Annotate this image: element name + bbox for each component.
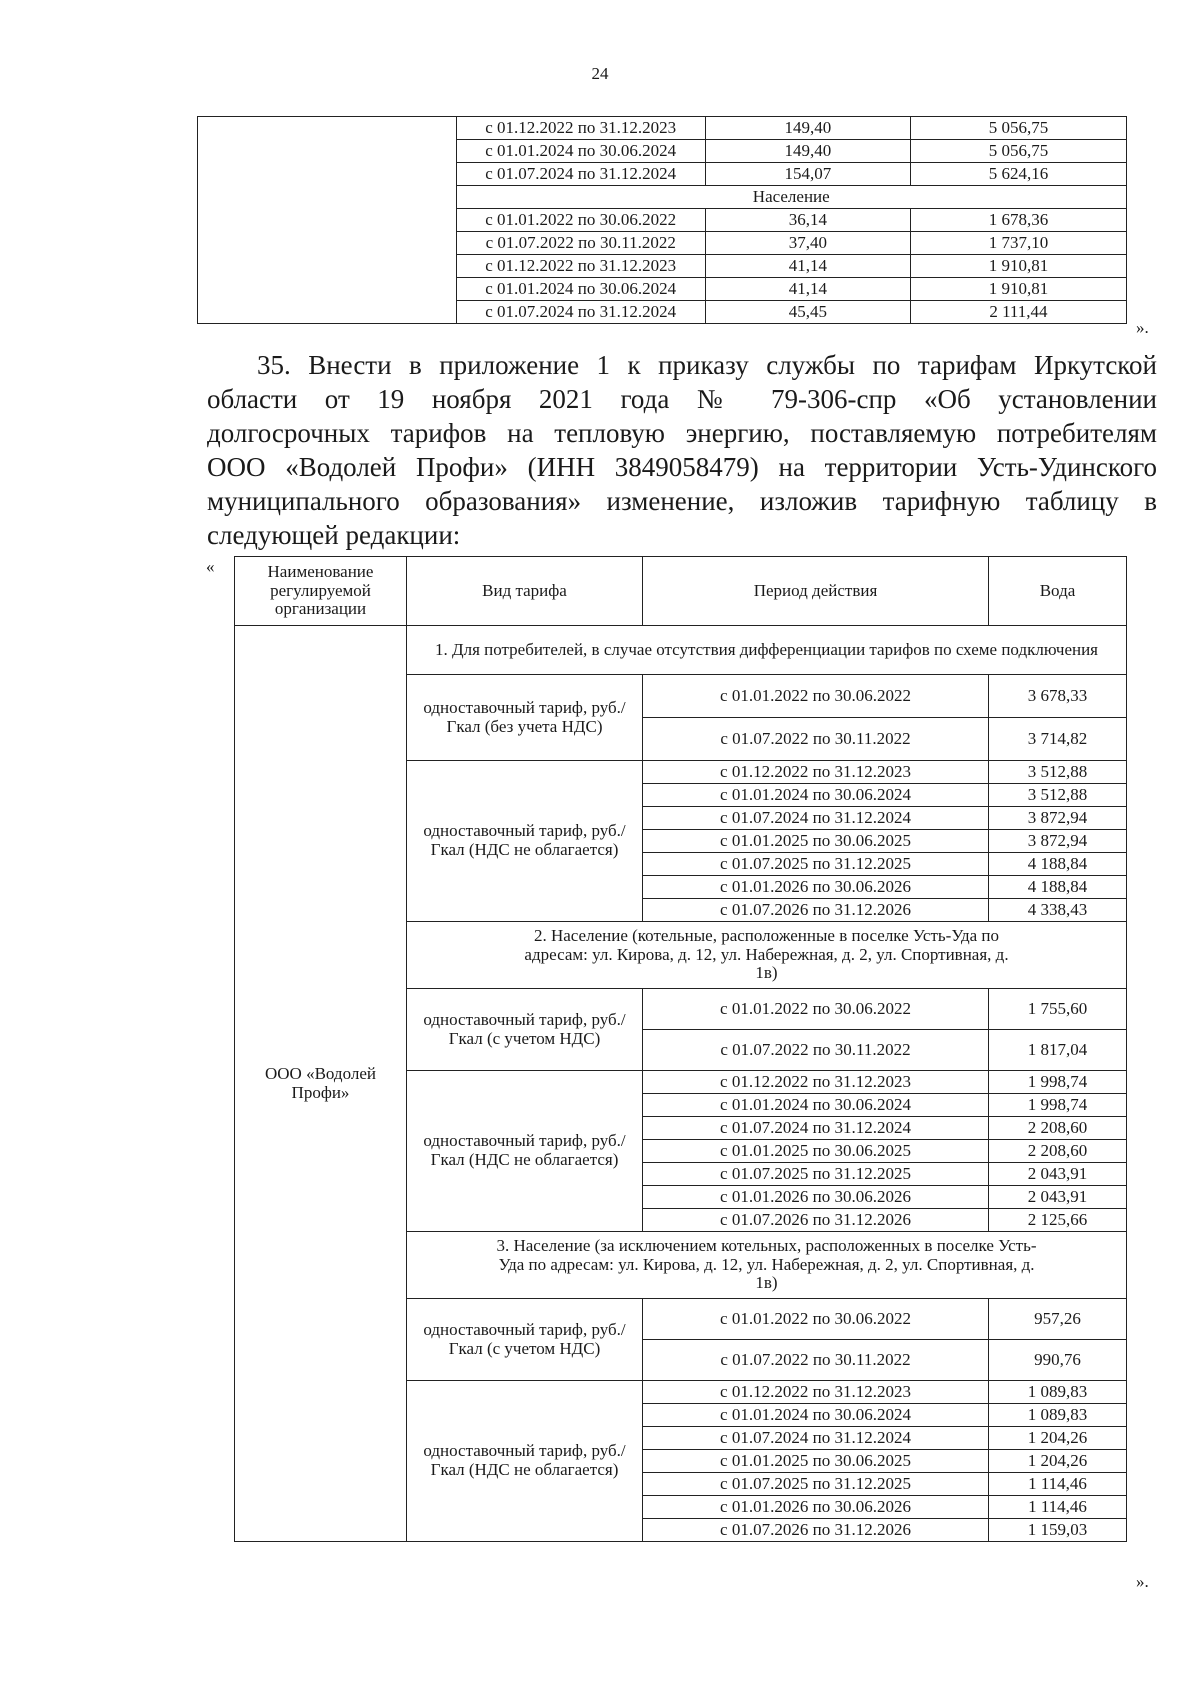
value-cell: 1 910,81 [910,278,1126,301]
value-cell: 1 817,04 [989,1030,1127,1071]
tariff-type-cell: одноставочный тариф, руб./Гкал (без учета НДС) [407,675,643,761]
value-cell: 41,14 [705,278,910,301]
value-cell: 2 208,60 [989,1140,1127,1163]
value-cell: 3 714,82 [989,718,1127,761]
value-cell: 1 204,26 [989,1450,1127,1473]
paragraph-line: области от 19 ноября 2021 года № 79-306-спр «Об установлении [207,384,1157,414]
amendment-paragraph [207,348,1157,552]
paragraph-line: долгосрочных тарифов на тепловую энергию, поставляемую потребителям [207,418,1157,448]
value-cell: 2 111,44 [910,301,1126,324]
value-cell: 4 188,84 [989,876,1127,899]
value-cell: 957,26 [989,1299,1127,1340]
value-cell: 2 043,91 [989,1186,1127,1209]
value-cell: 2 208,60 [989,1117,1127,1140]
period-cell: с 01.07.2024 по 31.12.2024 [643,807,989,830]
tariff-type-cell: одноставочный тариф, руб./Гкал (НДС не облагается) [407,1381,643,1542]
value-cell: 4 188,84 [989,853,1127,876]
period-cell: с 01.01.2024 по 30.06.2024 [456,140,705,163]
value-cell: 149,40 [705,140,910,163]
period-cell: с 01.12.2022 по 31.12.2023 [456,255,705,278]
value-cell: 149,40 [705,117,910,140]
period-cell: с 01.07.2025 по 31.12.2025 [643,1163,989,1186]
tariff-type-cell: одноставочный тариф, руб./Гкал (НДС не облагается) [407,1071,643,1232]
period-cell: с 01.01.2024 по 30.06.2024 [456,278,705,301]
subheader-cell: Население [456,186,1127,209]
period-cell: с 01.12.2022 по 31.12.2023 [643,1071,989,1094]
period-cell: с 01.01.2026 по 30.06.2026 [643,1496,989,1519]
open-quote: « [206,557,215,576]
period-cell: с 01.07.2022 по 30.11.2022 [643,718,989,761]
period-cell: с 01.01.2022 по 30.06.2022 [643,675,989,718]
paragraph-line: муниципального образования» изменение, изложив тарифную таблицу в [207,486,1157,516]
period-cell: с 01.07.2024 по 31.12.2024 [643,1427,989,1450]
value-cell: 5 624,16 [910,163,1126,186]
empty-org-cell [198,117,457,324]
header-tariff-type: Вид тарифа [407,557,643,626]
value-cell: 1 998,74 [989,1094,1127,1117]
period-cell: с 01.07.2024 по 31.12.2024 [456,163,705,186]
value-cell: 2 043,91 [989,1163,1127,1186]
period-cell: с 01.01.2024 по 30.06.2024 [643,1404,989,1427]
tariff-type-cell: одноставочный тариф, руб./Гкал (НДС не облагается) [407,761,643,922]
period-cell: с 01.01.2022 по 30.06.2022 [643,1299,989,1340]
period-cell: с 01.07.2024 по 31.12.2024 [456,301,705,324]
value-cell: 154,07 [705,163,910,186]
tariff-type-cell: одноставочный тариф, руб./Гкал (с учетом НДС) [407,1299,643,1381]
period-cell: с 01.07.2026 по 31.12.2026 [643,1209,989,1232]
section-title: 2. Население (котельные, расположенные в поселке Усть-Уда по адресам: ул. Кирова, д. 12, ул. Набережная, д. 2, ул. Спортивная, д. 1в) [407,922,1127,989]
period-cell: с 01.01.2024 по 30.06.2024 [643,784,989,807]
value-cell: 1 998,74 [989,1071,1127,1094]
paragraph-line: следующей редакции: [207,520,461,550]
close-quote: ». [1136,1572,1149,1591]
tariff-table [234,556,1127,1542]
period-cell: с 01.12.2022 по 31.12.2023 [643,1381,989,1404]
period-cell: с 01.01.2025 по 30.06.2025 [643,830,989,853]
paragraph-line: ООО «Водолей Профи» (ИНН 3849058479) на территории Усть-Удинского [207,452,1157,482]
paragraph-line: 35. Внести в приложение 1 к приказу службы по тарифам Иркутской [257,350,1157,380]
period-cell: с 01.01.2022 по 30.06.2022 [456,209,705,232]
period-cell: с 01.12.2022 по 31.12.2023 [643,761,989,784]
value-cell: 4 338,43 [989,899,1127,922]
period-cell: с 01.07.2025 по 31.12.2025 [643,1473,989,1496]
value-cell: 1 737,10 [910,232,1126,255]
value-cell: 5 056,75 [910,117,1126,140]
value-cell: 1 114,46 [989,1473,1127,1496]
header-period: Период действия [643,557,989,626]
value-cell: 1 910,81 [910,255,1126,278]
value-cell: 1 089,83 [989,1381,1127,1404]
header-org: Наименование регулируемой организации [235,557,407,626]
period-cell: с 01.07.2026 по 31.12.2026 [643,899,989,922]
period-cell: с 01.01.2025 по 30.06.2025 [643,1140,989,1163]
period-cell: с 01.07.2022 по 30.11.2022 [643,1340,989,1381]
period-cell: с 01.12.2022 по 31.12.2023 [456,117,705,140]
period-cell: с 01.01.2022 по 30.06.2022 [643,989,989,1030]
period-cell: с 01.07.2022 по 30.11.2022 [643,1030,989,1071]
page-number: 24 [591,64,609,83]
value-cell: 3 678,33 [989,675,1127,718]
period-cell: с 01.07.2026 по 31.12.2026 [643,1519,989,1542]
value-cell: 3 512,88 [989,784,1127,807]
tariff-type-cell: одноставочный тариф, руб./Гкал (с учетом НДС) [407,989,643,1071]
value-cell: 1 089,83 [989,1404,1127,1427]
value-cell: 1 204,26 [989,1427,1127,1450]
value-cell: 5 056,75 [910,140,1126,163]
close-quote: ». [1136,318,1149,337]
period-cell: с 01.07.2025 по 31.12.2025 [643,853,989,876]
period-cell: с 01.07.2022 по 30.11.2022 [456,232,705,255]
value-cell: 3 872,94 [989,830,1127,853]
value-cell: 3 512,88 [989,761,1127,784]
value-cell: 41,14 [705,255,910,278]
value-cell: 3 872,94 [989,807,1127,830]
period-cell: с 01.01.2025 по 30.06.2025 [643,1450,989,1473]
value-cell: 2 125,66 [989,1209,1127,1232]
period-cell: с 01.07.2024 по 31.12.2024 [643,1117,989,1140]
period-cell: с 01.01.2026 по 30.06.2026 [643,876,989,899]
header-water: Вода [989,557,1127,626]
value-cell: 45,45 [705,301,910,324]
section-title: 3. Население (за исключением котельных, расположенных в поселке Усть-Уда по адресам: ул. Кирова, д. 12, ул. Набережная, д. 2, ул. Спортивная, д. 1в) [407,1232,1127,1299]
value-cell: 1 678,36 [910,209,1126,232]
value-cell: 37,40 [705,232,910,255]
value-cell: 1 755,60 [989,989,1127,1030]
org-name-cell: ООО «Водолей Профи» [235,626,407,1542]
value-cell: 1 159,03 [989,1519,1127,1542]
period-cell: с 01.01.2024 по 30.06.2024 [643,1094,989,1117]
section-title: 1. Для потребителей, в случае отсутствия дифференциации тарифов по схеме подключения [407,626,1127,675]
value-cell: 1 114,46 [989,1496,1127,1519]
value-cell: 990,76 [989,1340,1127,1381]
value-cell: 36,14 [705,209,910,232]
continued-tariff-table [197,116,1127,324]
period-cell: с 01.01.2026 по 30.06.2026 [643,1186,989,1209]
